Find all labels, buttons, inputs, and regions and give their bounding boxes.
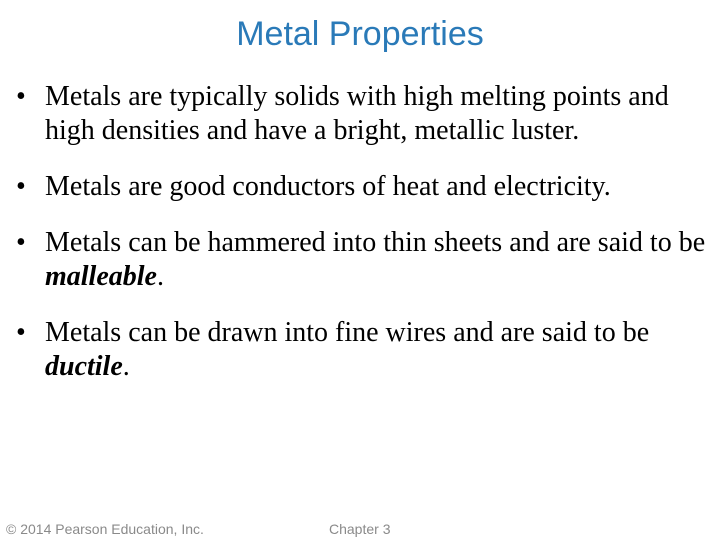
bullet-icon: • — [16, 317, 26, 348]
bullet-list — [16, 80, 712, 384]
bullet-item — [16, 226, 712, 294]
bullet-item — [16, 170, 712, 204]
bullet-text-part: Metals can be drawn into fine wires and are said to be — [45, 317, 650, 348]
slide-title: Metal Properties — [236, 15, 484, 53]
bullet-icon: • — [16, 171, 26, 202]
bullet-text — [45, 227, 705, 292]
bullet-icon: • — [16, 227, 26, 258]
bullet-icon: • — [16, 81, 26, 112]
term-malleable: malleable — [45, 261, 157, 292]
bullet-text: Metals are typically solids with high melting points and high densities and have a bright, metallic luster. — [45, 81, 669, 146]
footer-copyright: © 2014 Pearson Education, Inc. — [6, 521, 204, 537]
bullet-text — [45, 317, 649, 382]
bullet-text: Metals are good conductors of heat and electricity. — [45, 171, 611, 202]
bullet-text-part: . — [156, 261, 164, 292]
footer-chapter: Chapter 3 — [329, 521, 391, 537]
bullet-item — [16, 80, 712, 148]
bullet-item — [16, 316, 712, 384]
bullet-text-part: Metals can be hammered into thin sheets and are said to be — [45, 227, 706, 258]
bullet-text-part: . — [122, 351, 130, 382]
term-ductile: ductile — [45, 351, 123, 382]
